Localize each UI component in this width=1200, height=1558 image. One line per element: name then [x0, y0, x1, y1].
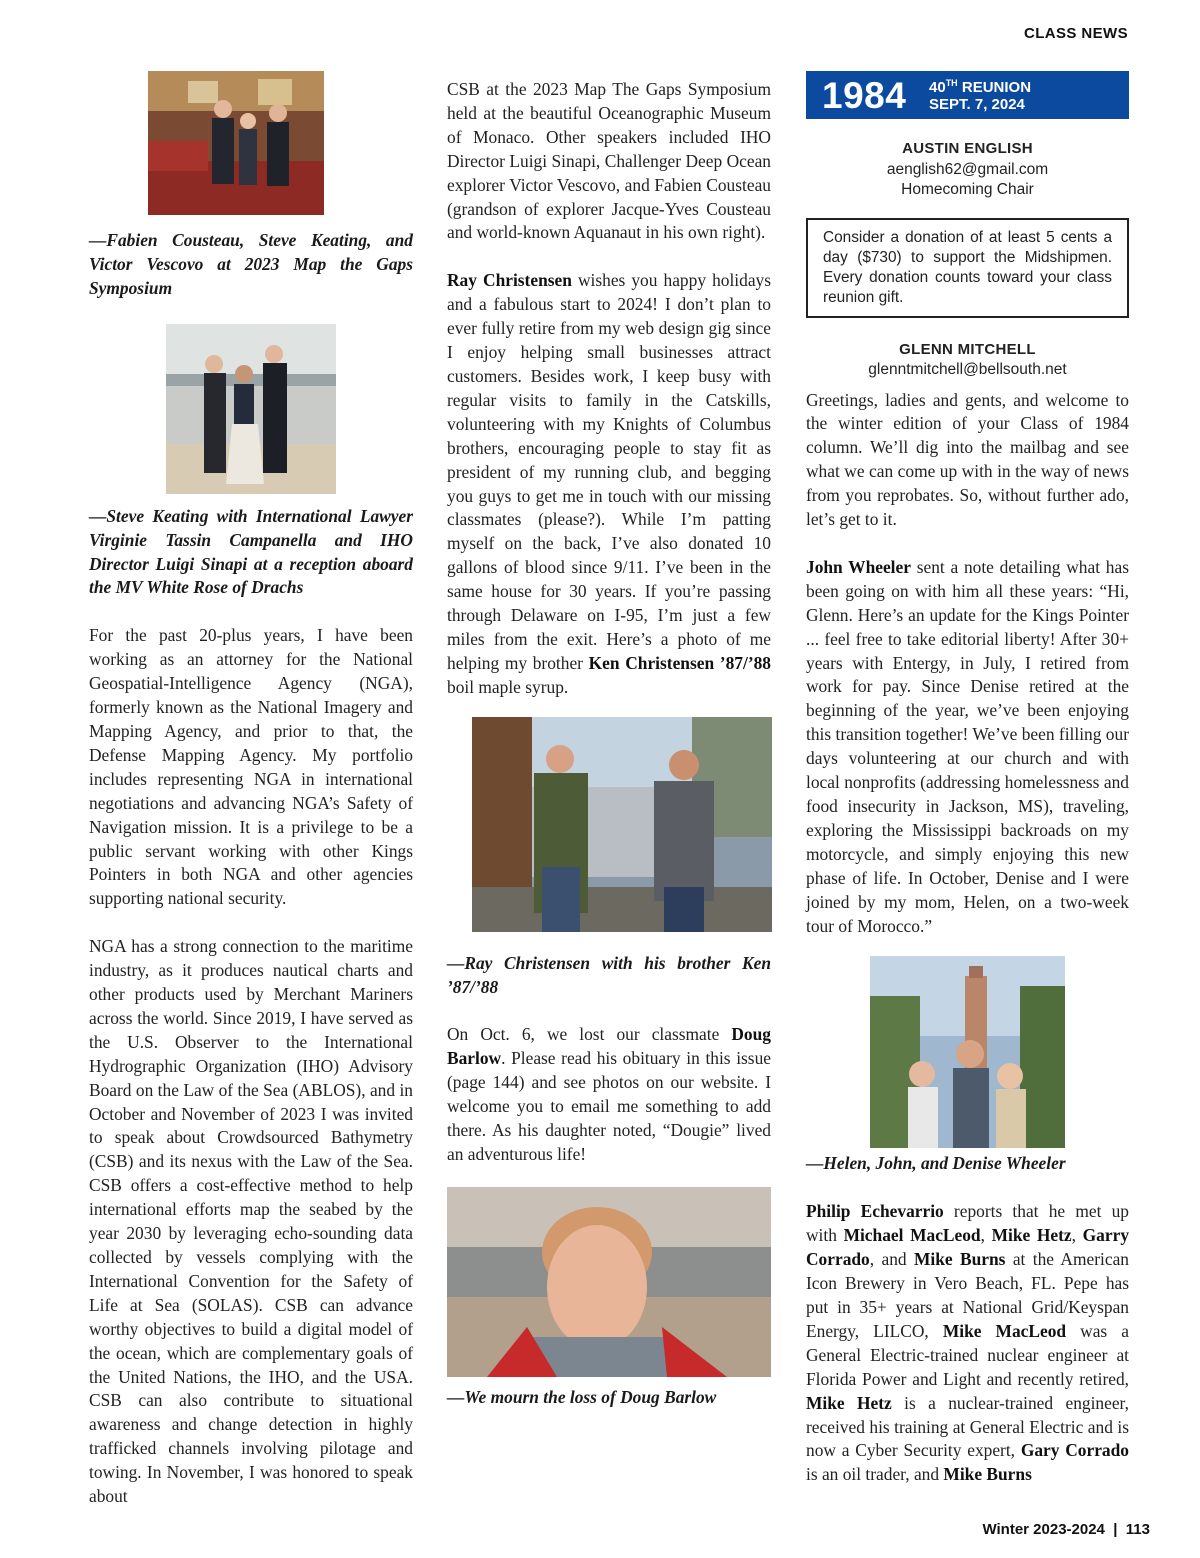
paragraph-nga-connection: NGA has a strong connection to the maritime industry, as it produces nautical charts and other products used by Merchant Mariners across the world. Since 2019, I have served as the U.S. Observer to the International Hydrographic Organization (IHO) Advisory Board on the Law of the Sea (ABLOS), and in October and November of 2023 I was invited to speak about Crowdsourced Bathymetry (CSB) and its nexus with the Law of the Sea. CSB offers a cost-effective method to help international efforts map the seabed by the year 2030 by leveraging echo-sounding data collected by vessels complying with the International Convention for the Safety of Life at Sea (SOLAS). CSB can advance worthy objectives to build a digital model of the ocean, which are complementary goals of the United Nations, the IHO, and the USA. CSB can also contribute to situational awareness and change detection in highly trafficked channels involving pilotage and towing. In November, I was honored to speak about: [89, 936, 413, 1507]
paragraph-philip-echevarrio: Philip Echevarrio reports that he met up with Michael MacLeod, Mike Hetz, Garry Corrado, and Mike Burns at the American Icon Brewery in Vero Beach, FL. Pepe has put in 35+ years at National Grid/Keyspan Energy, LILCO, Mike MacLeod was a General Electric-trained nuclear engineer at Florida Power and Light and recently retired, Mike Hetz is a nuclear-trained engineer, received his training at General Electric and is now a Cyber Security expert, Gary Corrado is an oil trader, and Mike Burns: [806, 1201, 1130, 1485]
email-glenn[interactable]: glenntmitchell@bellsouth.net: [868, 361, 1067, 378]
paragraph-greetings: Greetings, ladies and gents, and welcome to the winter edition of your Class of 1984 column. We’ll dig into the mailbag and see what we can come up with in the way of news from you reprobates. So, without further ado, let’s get to it.: [806, 389, 1129, 530]
photo-christensen-brothers: [472, 717, 772, 932]
class-year: 1984: [822, 75, 907, 116]
name-john-wheeler: John Wheeler: [806, 556, 911, 577]
section-label: CLASS NEWS: [1023, 25, 1128, 42]
paragraph-nga-career: For the past 20-plus years, I have been working as an attorney for the National Geospatial-Intelligence Agency (NGA), formerly known as the National Imagery and Mapping Agency, and prior to that, the Defense Mapping Agency. My portfolio includes representing NGA in international negotiations and advancing NGA’s Safety of Navigation mission. It is a privilege to be a public servant working with other Kings Pointers in both NGA and other agencies supporting national security.: [89, 625, 413, 909]
reunion-label: 40TH REUNION: [929, 78, 1032, 96]
page-number: 113: [1125, 1521, 1150, 1538]
photo-wheeler-family: [870, 956, 1065, 1148]
donation-box: Consider a donation of at least 5 cents a day ($730) to support the Midshipmen. Every donation counts toward your class reunion gift.: [806, 218, 1129, 318]
paragraph-symposium: CSB at the 2023 Map The Gaps Symposium held at the beautiful Oceanographic Museum of Monaco. Other speakers included IHO Director Luigi Sinapi, Challenger Deep Ocean explorer Victor Vescovo, and Fabien Cousteau (grandson of explorer Jacque-Yves Cousteau and world-known Aquanaut in his own right).: [447, 79, 771, 243]
caption-wheeler: —Helen, John, and Denise Wheeler: [806, 1153, 1066, 1174]
name-doug-barlow: Doug Barlow: [447, 1024, 771, 1069]
column-1: [89, 78, 413, 1509]
caption-doug-barlow: —We mourn the loss of Doug Barlow: [447, 1386, 717, 1407]
contact-austin-english: AUSTIN ENGLISH aenglish62@gmail.com Homecoming Chair: [806, 139, 1129, 201]
photo-reception-aboard: [166, 324, 336, 494]
paragraph-john-wheeler: John Wheeler sent a note detailing what has been going on with him all these years: “Hi, Glenn. Here’s an update for the Kings Pointer ... feel free to take editorial liberty! After 30+ years with Entergy, in July, I retired from work for pay. Since Denise retired at the beginning of the year, we’ve been enjoying this transition together! We’ve been filling our days volunteering at our church and with local nonprofits (addressing homelessness and food insecurity in Jackson, MS), traveling, exploring the Mississippi backroads on my motorcycle, and simply enjoying this new phase of life. In October, Denise and I were joined by my mom, Helen, on a two-week tour of Morocco.”: [806, 556, 1129, 936]
name-ken-christensen: Ken Christensen ’87/’88: [588, 652, 771, 673]
issue-label: Winter 2023-2024: [982, 1521, 1105, 1538]
caption-christensen: —Ray Christensen with his brother Ken ’87/’88: [447, 952, 771, 997]
column-3: [806, 71, 1129, 1487]
page-footer: [982, 1521, 1150, 1538]
photo-doug-barlow: [447, 1187, 771, 1377]
contact-glenn-mitchell: GLENN MITCHELL glenntmitchell@bellsouth.net: [806, 340, 1129, 381]
paragraph-ray-christensen: Ray Christensen wishes you happy holidays and a fabulous start to 2024! I don’t plan to ever fully retire from my web design gig since I enjoy helping small businesses attract customers. Besides work, I keep busy with regular visits to family in the Catskills, volunteering with my Knights of Columbus brothers, encouraging people to stay fit as president of my running club, and begging you guys to get me in touch with our missing classmates (please?). While I’m patting myself on the back, I’ve also donated 10 gallons of blood since 9/11. I’ve been in the same house for 30 years. If you’re passing through Delaware on I-95, I’m just a few miles from the exit. Here’s a photo of me helping my brother Ken Christensen ’87/’88 boil maple syrup.: [447, 270, 772, 697]
photo-symposium-group: [148, 71, 324, 215]
paragraph-doug-barlow: On Oct. 6, we lost our classmate Doug Barlow. Please read his obituary in this issue (page 144) and see photos on our website. I welcome you to email me something to add there. As his daughter noted, “Dougie” lived an adventurous life!: [447, 1024, 771, 1164]
class-year-banner: [806, 71, 1129, 119]
name-ray-christensen: Ray Christensen: [447, 270, 572, 291]
column-2: [447, 78, 771, 1410]
footer-separator: |: [1113, 1521, 1118, 1538]
caption-symposium: —Fabien Cousteau, Steve Keating, and Victor Vescovo at 2023 Map the Gaps Symposium: [89, 230, 413, 298]
reunion-date: SEPT. 7, 2024: [929, 96, 1025, 113]
caption-reception: —Steve Keating with International Lawyer Virginie Tassin Campanella and IHO Director Luigi Sinapi at a reception aboard the MV White Rose of Drachs: [89, 505, 413, 598]
email-austin[interactable]: aenglish62@gmail.com: [886, 160, 1049, 178]
